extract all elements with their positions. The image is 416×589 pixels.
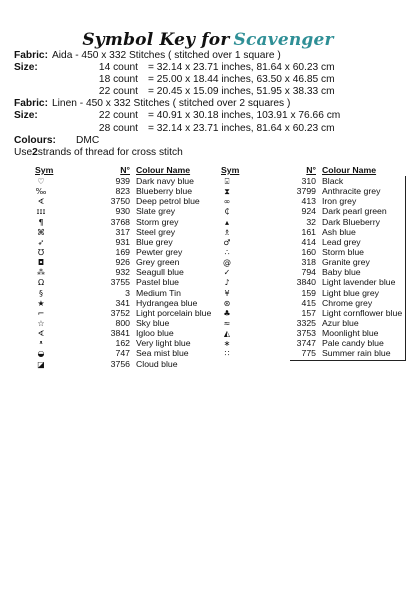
- symbol-key-left: [32, 165, 236, 369]
- symbol-cell: [218, 308, 254, 318]
- stitch-symbol-icon: ♂: [223, 237, 231, 247]
- table-row: [32, 247, 236, 257]
- symbol-cell: [32, 298, 68, 308]
- table-row: [218, 247, 416, 257]
- colour-name: Steel grey: [136, 226, 176, 237]
- dmc-number: 926: [115, 257, 130, 268]
- colour-name: Hydrangea blue: [136, 297, 198, 308]
- symbol-cell: [32, 186, 68, 196]
- dmc-number: 3840: [296, 277, 316, 288]
- colour-name: Baby blue: [322, 267, 361, 278]
- dmc-number: 160: [301, 246, 316, 257]
- colour-name: Light blue grey: [322, 287, 379, 298]
- table-row: [218, 288, 416, 298]
- stitch-symbol-icon: ⌐: [37, 308, 45, 318]
- size-row: [14, 74, 340, 86]
- stitch-symbol-icon: ∢: [37, 329, 45, 339]
- dmc-number: 415: [301, 297, 316, 308]
- table-row: [218, 206, 416, 216]
- colour-name: Seagull blue: [136, 267, 184, 278]
- colour-name: Iron grey: [322, 196, 357, 207]
- symbol-cell: [32, 196, 68, 206]
- colour-name: Very light blue: [136, 338, 191, 349]
- stitch-count: 18 count: [98, 74, 138, 86]
- table-row: [32, 359, 236, 369]
- dmc-number: 823: [115, 186, 130, 197]
- stitch-symbol-icon: ∴: [224, 247, 230, 257]
- stitch-symbol-icon: ⧗: [224, 187, 230, 197]
- dmc-number: 32: [306, 216, 316, 227]
- dmc-number: 162: [115, 338, 130, 349]
- colours-label: Colours:: [14, 134, 56, 146]
- dmc-number: 932: [115, 267, 130, 278]
- symbol-cell: [32, 318, 68, 328]
- table-row: [32, 237, 236, 247]
- dmc-number: 3753: [296, 328, 316, 339]
- colours-row: [14, 135, 340, 147]
- stitch-symbol-icon: ‰: [35, 187, 47, 197]
- table-row: [218, 227, 416, 237]
- colour-name: Sea mist blue: [136, 348, 189, 359]
- pattern-specification: [14, 50, 340, 159]
- note-strands: 2: [32, 146, 38, 158]
- table-row: [218, 196, 416, 206]
- symbol-cell: [218, 237, 254, 247]
- colour-name: Pastel blue: [136, 277, 179, 288]
- colour-name: Grey green: [136, 257, 180, 268]
- symbol-cell: [218, 196, 254, 206]
- stitch-symbol-icon: ✓: [223, 268, 231, 278]
- dmc-number: 747: [115, 348, 130, 359]
- dmc-number: 414: [301, 236, 316, 247]
- fabric-linen-value: Linen - 450 x 332 Stitches ( stitched over 2 squares ): [51, 98, 291, 110]
- dmc-number: 310: [301, 176, 316, 186]
- dmc-number: 169: [115, 246, 130, 257]
- symbol-cell: [32, 348, 68, 358]
- stitch-symbol-icon: ¥: [224, 288, 230, 298]
- colour-name: Light lavender blue: [322, 277, 396, 288]
- size-row: [14, 123, 340, 135]
- symbol-cell: [218, 318, 254, 328]
- stitch-symbol-icon: ᵜ: [39, 339, 43, 349]
- table-row: [32, 206, 236, 216]
- table-row: [218, 186, 416, 196]
- symbol-cell: [218, 298, 254, 308]
- stitch-symbol-icon: ♣: [223, 308, 231, 318]
- header-sym: Sym: [35, 165, 54, 175]
- size-row: [14, 62, 340, 74]
- dmc-number: 939: [115, 176, 130, 186]
- colour-name: Moonlight blue: [322, 328, 379, 339]
- table-header: [218, 165, 416, 176]
- dmc-number: 3841: [110, 328, 130, 339]
- stitch-symbol-icon: §: [39, 288, 43, 298]
- colour-name: Deep petrol blue: [136, 196, 200, 207]
- colour-name: Storm grey: [136, 216, 179, 227]
- symbol-cell: [218, 217, 254, 227]
- stitch-count: 28 count: [98, 122, 138, 134]
- table-row: [32, 308, 236, 318]
- symbol-cell: [32, 217, 68, 227]
- dmc-number: 775: [301, 348, 316, 359]
- dmc-number: 800: [115, 317, 130, 328]
- colour-name: Slate grey: [136, 206, 176, 217]
- symbol-cell: [32, 338, 68, 348]
- table-row: [32, 348, 236, 358]
- stitch-symbol-icon: ɪɪɪ: [36, 207, 46, 217]
- stitch-symbol-icon: ◭: [223, 329, 231, 339]
- colour-name: Cloud blue: [136, 358, 178, 369]
- table-row: [218, 257, 416, 267]
- size-label: [14, 86, 68, 98]
- symbol-cell: [32, 257, 68, 267]
- stitch-symbol-icon: ➶: [37, 237, 45, 247]
- title-brand: Scavenger: [233, 30, 334, 50]
- stitch-symbol-icon: ◪: [37, 359, 45, 369]
- fabric-linen-row: [14, 98, 340, 110]
- colour-name: Medium Tin: [136, 287, 181, 298]
- colour-name: Granite grey: [322, 257, 370, 268]
- colours-value: DMC: [76, 134, 100, 146]
- symbol-cell: [32, 237, 68, 247]
- stitch-symbol-icon: ♪: [224, 278, 230, 288]
- dmc-number: 3756: [110, 358, 130, 369]
- stitch-symbol-icon: ◒: [37, 349, 45, 359]
- colour-name: Blue grey: [136, 236, 173, 247]
- header-colour-name: Colour Name: [136, 165, 191, 175]
- stitch-symbol-icon: ♡: [37, 177, 45, 186]
- symbol-cell: [218, 348, 254, 358]
- size-row: [14, 110, 340, 122]
- colour-name: Igloo blue: [136, 328, 174, 339]
- symbol-cell: [32, 288, 68, 298]
- colour-name: Pale candy blue: [322, 338, 384, 349]
- colour-name: Azur blue: [322, 317, 359, 328]
- table-row: [218, 176, 416, 186]
- symbol-cell: [32, 176, 68, 186]
- table-row: [32, 227, 236, 237]
- table-row: [218, 217, 416, 227]
- size-dimensions: = 20.45 x 15.09 inches, 51.95 x 38.33 cm: [148, 86, 335, 98]
- colour-name: Black: [322, 176, 344, 186]
- colour-name: Summer rain blue: [322, 348, 391, 359]
- dmc-number: 318: [301, 257, 316, 268]
- table-row: [32, 267, 236, 277]
- symbol-cell: [32, 359, 68, 369]
- table-row: [32, 176, 236, 186]
- dmc-number: 3799: [296, 186, 316, 197]
- colour-name: Light cornflower blue: [322, 307, 403, 318]
- note-suffix: strands of thread for cross stitch: [37, 146, 183, 158]
- size-dimensions: = 32.14 x 23.71 inches, 81.64 x 60.23 cm: [148, 62, 335, 74]
- size-dimensions: = 25.00 x 18.44 inches, 63.50 x 46.85 cm: [148, 74, 335, 86]
- table-border-horizontal: [290, 360, 406, 361]
- size-dimensions: = 40.91 x 30.18 inches, 103.91 x 76.66 cm: [148, 110, 341, 122]
- symbol-cell: [218, 186, 254, 196]
- stitch-symbol-icon: ∗: [223, 339, 231, 349]
- dmc-number: 341: [115, 297, 130, 308]
- table-row: [32, 298, 236, 308]
- stitch-count: 22 count: [98, 110, 138, 122]
- size-row: [14, 86, 340, 98]
- symbol-cell: [218, 206, 254, 216]
- size-label: Size:: [14, 110, 38, 122]
- symbol-cell: [218, 227, 254, 237]
- colour-name: Ash blue: [322, 226, 356, 237]
- colour-name: Light porcelain blue: [136, 307, 212, 318]
- note-prefix: Use: [14, 146, 33, 158]
- stitch-symbol-icon: ☆: [37, 318, 45, 328]
- symbol-key-right: [218, 165, 416, 359]
- symbol-cell: [218, 176, 254, 186]
- colour-name: Storm blue: [322, 246, 365, 257]
- symbol-cell: [218, 328, 254, 338]
- symbol-cell: [32, 247, 68, 257]
- stitch-symbol-icon: @: [223, 258, 231, 268]
- stitch-symbol-icon: ⌘: [37, 227, 45, 237]
- table-border-vertical: [405, 176, 406, 360]
- dmc-number: 157: [301, 307, 316, 318]
- stitch-count: 22 count: [98, 86, 138, 98]
- symbol-cell: [32, 206, 68, 216]
- header-colour-name: Colour Name: [322, 165, 377, 175]
- stitch-symbol-icon: ≈: [223, 318, 231, 328]
- dmc-number: 317: [115, 226, 130, 237]
- symbol-cell: [32, 308, 68, 318]
- stitch-symbol-icon: ₵: [224, 207, 230, 217]
- dmc-number: 794: [301, 267, 316, 278]
- colour-name: Sky blue: [136, 317, 170, 328]
- dmc-number: 413: [301, 196, 316, 207]
- header-number: N°: [120, 165, 130, 175]
- stitch-symbol-icon: ∢: [37, 197, 45, 207]
- dmc-number: 924: [301, 206, 316, 217]
- table-row: [218, 277, 416, 287]
- fabric-label: Fabric:: [14, 98, 48, 110]
- header-number: N°: [306, 165, 316, 175]
- colour-name: Anthracite grey: [322, 186, 381, 197]
- table-row: [32, 288, 236, 298]
- table-row: [218, 308, 416, 318]
- symbol-cell: [218, 257, 254, 267]
- dmc-number: 930: [115, 206, 130, 217]
- page-title: [0, 30, 416, 50]
- symbol-cell: [218, 267, 254, 277]
- fabric-label: Fabric:: [14, 50, 48, 61]
- table-row: [32, 196, 236, 206]
- symbol-cell: [32, 267, 68, 277]
- table-header: [32, 165, 236, 176]
- stitch-count: 14 count: [98, 62, 138, 74]
- stitch-symbol-icon: Ω: [37, 278, 45, 288]
- table-row: [218, 338, 416, 348]
- size-label: [14, 123, 68, 135]
- table-row: [218, 298, 416, 308]
- colour-name: Blueberry blue: [136, 186, 193, 197]
- table-row: [32, 318, 236, 328]
- dmc-number: 3755: [110, 277, 130, 288]
- colour-name: Lead grey: [322, 236, 361, 247]
- title-prefix: Symbol Key for: [82, 30, 230, 50]
- symbol-cell: [218, 288, 254, 298]
- colour-name: Dark pearl green: [322, 206, 387, 217]
- table-row: [32, 217, 236, 227]
- symbol-cell: [32, 227, 68, 237]
- size-dimensions: = 32.14 x 23.71 inches, 81.64 x 60.23 cm: [148, 122, 335, 134]
- stitch-symbol-icon: ∞: [223, 197, 231, 207]
- size-label: Size:: [14, 62, 38, 74]
- table-row: [32, 186, 236, 196]
- dmc-number: 3768: [110, 216, 130, 227]
- table-row: [218, 318, 416, 328]
- table-row: [218, 267, 416, 277]
- stitch-symbol-icon: ★: [37, 298, 45, 308]
- header-sym: Sym: [221, 165, 240, 175]
- dmc-number: 159: [301, 287, 316, 298]
- stitch-symbol-icon: ∷: [224, 349, 230, 359]
- dmc-number: 161: [301, 226, 316, 237]
- symbol-cell: [218, 247, 254, 257]
- symbol-cell: [32, 277, 68, 287]
- fabric-aida-value: Aida - 450 x 332 Stitches ( stitched over 1 square ): [51, 50, 281, 61]
- stitch-symbol-icon: ℧: [37, 247, 45, 257]
- table-row: [32, 328, 236, 338]
- symbol-cell: [218, 338, 254, 348]
- fabric-aida-row: [14, 50, 340, 62]
- stitch-symbol-icon: ⊛: [223, 298, 231, 308]
- size-label: [14, 74, 68, 86]
- stitch-symbol-icon: ◘: [37, 258, 45, 268]
- stitch-symbol-icon: ⁂: [37, 268, 45, 278]
- colour-name: Pewter grey: [136, 246, 183, 257]
- table-row: [218, 237, 416, 247]
- dmc-number: 3747: [296, 338, 316, 349]
- stitch-symbol-icon: ♗: [223, 227, 231, 237]
- table-row: [32, 257, 236, 267]
- symbol-cell: [32, 328, 68, 338]
- table-row: [32, 338, 236, 348]
- dmc-number: 3750: [110, 196, 130, 207]
- table-row: [218, 348, 416, 358]
- colour-name: Dark navy blue: [136, 176, 194, 186]
- colour-name: Dark Blueberry: [322, 216, 380, 227]
- colour-name: Chrome grey: [322, 297, 373, 308]
- table-row: [218, 328, 416, 338]
- dmc-number: 3752: [110, 307, 130, 318]
- symbol-cell: [218, 277, 254, 287]
- dmc-number: 3: [125, 287, 130, 298]
- thread-note: [14, 147, 340, 159]
- stitch-symbol-icon: ¶: [38, 217, 44, 227]
- dmc-number: 931: [115, 236, 130, 247]
- dmc-number: 3325: [296, 317, 316, 328]
- stitch-symbol-icon: ▴: [224, 217, 229, 227]
- stitch-symbol-icon: ⌻: [224, 177, 230, 186]
- table-row: [32, 277, 236, 287]
